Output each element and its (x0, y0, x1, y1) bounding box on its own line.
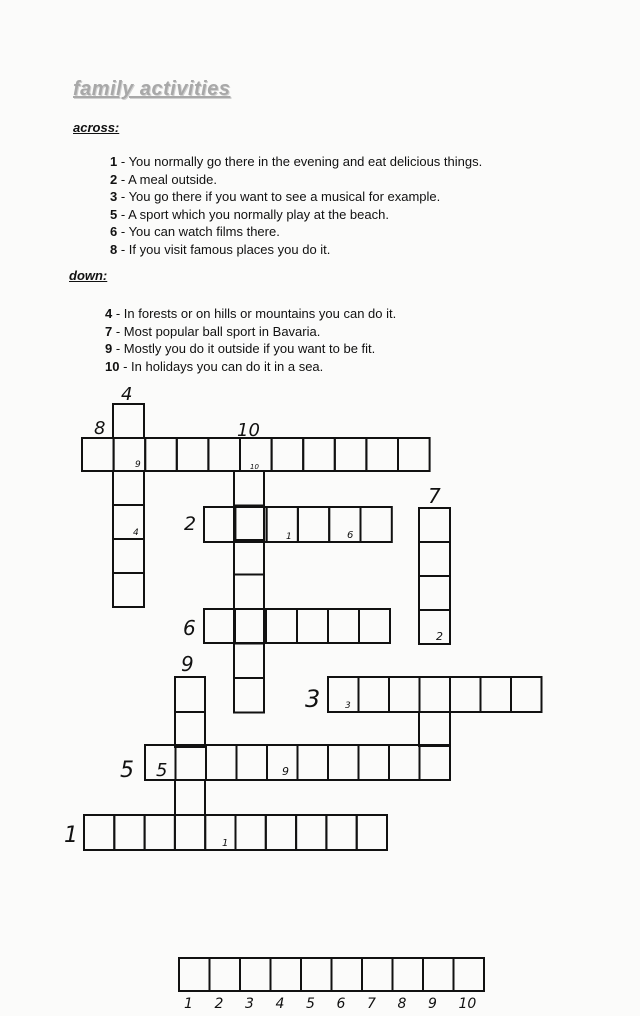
solution-number-label: 2 (214, 996, 224, 1012)
grid-cell-5-across[interactable] (420, 745, 451, 780)
grid-cell-8-across[interactable] (335, 438, 367, 471)
grid-cell-10-down[interactable] (234, 609, 264, 644)
grid-cell-10-down[interactable] (234, 644, 264, 679)
solution-number-label: 6 (336, 996, 346, 1012)
grid-cell-4-down[interactable] (113, 505, 144, 539)
grid-cell-6-across[interactable] (297, 609, 328, 643)
word-number-2-label: 2 (184, 513, 197, 535)
grid-cell-8-across[interactable] (145, 438, 177, 471)
clue-separator: - (117, 241, 129, 257)
word-number-1-label: 1 (64, 823, 78, 848)
clue-text: Mostly you do it outside if you want to be fit. (123, 341, 376, 356)
clue-separator: - (112, 306, 124, 321)
grid-cell-7-down[interactable] (419, 542, 450, 576)
grid-cell-5-across[interactable] (389, 745, 420, 780)
grid-cell-5-across[interactable] (328, 745, 359, 780)
grid-cell-5-across[interactable] (359, 745, 390, 780)
clue-separator: - (117, 224, 129, 239)
word-number-10-label: 10 (237, 420, 260, 441)
word-number-5-label: 5 (120, 758, 134, 783)
clue-text: Most popular ball sport in Bavaria. (123, 323, 321, 339)
grid-cell-6-across[interactable] (266, 609, 297, 643)
solution-cell[interactable] (362, 958, 393, 991)
clue-number: 1 (110, 154, 118, 169)
clue-number: 4 (105, 306, 113, 321)
grid-cell-6-across[interactable] (204, 609, 235, 643)
cell-mark-1: 1 (286, 532, 292, 542)
clue-text: You can watch films there. (128, 224, 280, 239)
solution-cell[interactable] (179, 958, 210, 991)
grid-cell-3-across[interactable] (328, 677, 359, 712)
clue-number: 2 (110, 171, 118, 187)
clue-separator: - (117, 189, 129, 204)
grid-cell-1-across[interactable] (296, 815, 326, 850)
clue-separator: - (117, 171, 129, 187)
grid-cell-4-down[interactable] (113, 539, 144, 573)
cell-mark-10: 10 (250, 463, 259, 471)
clue-separator: - (119, 358, 132, 374)
solution-cell[interactable] (240, 958, 271, 991)
solution-number-label: 4 (275, 996, 285, 1012)
clue-separator: - (112, 323, 124, 339)
clue-number: 6 (110, 224, 118, 239)
clue-separator: - (117, 206, 129, 222)
grid-cell-6-across[interactable] (235, 609, 266, 643)
grid-cell-8-across[interactable] (303, 438, 335, 471)
solution-cell[interactable] (271, 958, 302, 991)
solution-cell[interactable] (301, 958, 332, 991)
grid-cell-7-down[interactable] (419, 508, 450, 542)
grid-cell-2-across[interactable] (329, 507, 360, 542)
grid-cell-7-down[interactable] (419, 610, 450, 644)
cell-mark-5: 5 (156, 760, 168, 781)
grid-cell-3-across[interactable] (450, 677, 481, 712)
grid-cell-1-across[interactable] (175, 815, 205, 850)
grid-cell-2-across[interactable] (361, 507, 392, 542)
word-number-6-label: 6 (183, 616, 196, 640)
word-number-7-label: 7 (428, 484, 441, 508)
clue-number: 5 (110, 206, 118, 222)
grid-cell-8-across[interactable] (82, 438, 114, 471)
clue-text: In holidays you can do it in a sea. (131, 358, 324, 374)
grid-cell-8-across[interactable] (366, 438, 398, 471)
grid-cell-2-across[interactable] (267, 507, 298, 542)
solution-number-label: 3 (245, 996, 254, 1012)
solution-number-label: 1 (184, 996, 193, 1012)
clue-separator: - (112, 341, 124, 356)
clue-number: 10 (105, 358, 120, 374)
grid-cell-1-across[interactable] (357, 815, 387, 850)
grid-cell-2-across[interactable] (298, 507, 329, 542)
solution-cell[interactable] (454, 958, 485, 991)
grid-cell-3-across[interactable] (481, 677, 512, 712)
grid-cell-10-down[interactable] (234, 575, 264, 610)
down-heading: down: (69, 268, 108, 283)
clue-text: If you visit famous places you do it. (128, 241, 331, 257)
grid-cell-1-across[interactable] (114, 815, 144, 850)
grid-cell-1-across[interactable] (236, 815, 266, 850)
cell-mark-9: 9 (282, 765, 289, 778)
clue-separator: - (117, 154, 129, 169)
solution-cell[interactable] (210, 958, 241, 991)
solution-cell[interactable] (393, 958, 424, 991)
solution-number-label: 5 (306, 996, 315, 1012)
grid-cell-1-across[interactable] (205, 815, 235, 850)
clue-text: In forests or on hills or mountains you can do it. (123, 306, 397, 321)
grid-cell-9-down[interactable] (175, 780, 205, 815)
grid-cell-5-across[interactable] (237, 745, 268, 780)
grid-cell-1-across[interactable] (266, 815, 296, 850)
word-number-8-label: 8 (94, 418, 106, 439)
grid-cell-5-across[interactable] (206, 745, 237, 780)
grid-cell-1-across[interactable] (84, 815, 114, 850)
grid-cell-10-down[interactable] (234, 506, 264, 541)
word-number-4-label: 4 (121, 384, 133, 405)
cell-mark-9: 9 (135, 460, 141, 470)
solution-number-label: 10 (458, 996, 477, 1012)
cell-mark-6: 6 (347, 530, 354, 541)
grid-cell-8-across[interactable] (177, 438, 209, 471)
solution-cell[interactable] (332, 958, 363, 991)
grid-cell-8-across[interactable] (272, 438, 304, 471)
solution-cell[interactable] (423, 958, 454, 991)
across-heading: across: (73, 120, 120, 135)
clue-text: You go there if you want to see a musical for example. (128, 189, 441, 204)
clue-text: You normally go there in the evening and eat delicious things. (128, 154, 483, 169)
grid-cell-9-down[interactable] (175, 712, 205, 747)
grid-cell-10-down[interactable] (234, 678, 264, 713)
clue-number: 7 (105, 323, 113, 339)
cell-mark-3: 3 (345, 701, 351, 711)
grid-cell-4-down[interactable] (113, 573, 144, 607)
solution-number-label: 7 (367, 996, 376, 1012)
cell-mark-4: 4 (133, 528, 139, 538)
grid-cell-9-down[interactable] (175, 677, 205, 712)
grid-cell-5-across[interactable] (176, 745, 207, 780)
worksheet-title: family activities (73, 78, 231, 100)
grid-cell-1-across[interactable] (145, 815, 175, 850)
grid-cell-4-down[interactable] (113, 404, 144, 438)
clue-text: A sport which you normally play at the beach. (128, 206, 389, 222)
grid-cell-3-across[interactable] (359, 677, 390, 712)
grid-cell-3-across[interactable] (389, 677, 420, 712)
grid-cell-3-across[interactable] (511, 677, 542, 712)
word-number-3-label: 3 (305, 685, 321, 713)
grid-cell-1-across[interactable] (326, 815, 356, 850)
grid-cell-10-down[interactable] (234, 540, 264, 575)
word-number-9-label: 9 (181, 652, 194, 676)
grid-cell-10-down[interactable] (234, 471, 264, 506)
grid-cell-2-across[interactable] (235, 507, 266, 542)
cell-mark-2: 2 (436, 630, 443, 643)
grid-cell-3-across[interactable] (420, 677, 451, 712)
grid-cell-8-across[interactable] (398, 438, 430, 471)
grid-cell-6-across[interactable] (359, 609, 390, 643)
clue-number: 3 (110, 189, 118, 204)
grid-cell-7-down[interactable] (419, 712, 450, 746)
solution-number-label: 8 (397, 996, 407, 1012)
cell-mark-1: 1 (222, 838, 229, 849)
grid-cell-6-across[interactable] (328, 609, 359, 643)
grid-cell-8-across[interactable] (208, 438, 240, 471)
clue-number: 8 (110, 241, 118, 257)
grid-cell-5-across[interactable] (298, 745, 329, 780)
grid-cell-2-across[interactable] (204, 507, 235, 542)
grid-cell-4-down[interactable] (113, 471, 144, 505)
solution-number-label: 9 (428, 996, 437, 1012)
grid-cell-7-down[interactable] (419, 576, 450, 610)
clue-number: 9 (105, 341, 113, 356)
clue-text: A meal outside. (128, 171, 217, 187)
